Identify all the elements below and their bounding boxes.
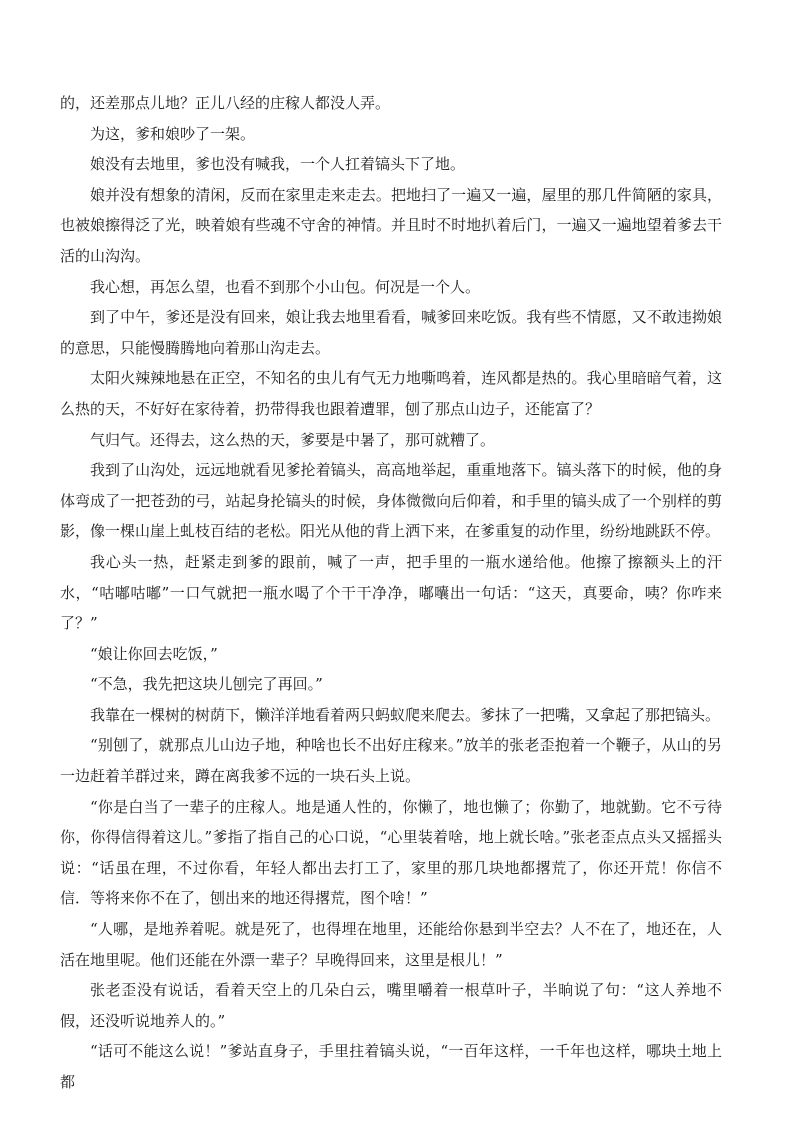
paragraph-6: 到了中午，爹还是没有回来，娘让我去地里看看，喊爹回来吃饭。我有些不情愿，又不敢违拗娘的意思，只能慢腾腾地向着那山沟走去。: [60, 308, 722, 357]
paragraph-2: 为这，爹和娘吵了一架。: [90, 124, 256, 143]
paragraph-8: 气归气。还得去，这么热的天，爹要是中暑了，那可就糟了。: [90, 430, 496, 449]
document-page: [60, 88, 722, 1098]
paragraph-5: 我心想，再怎么望，也看不到那个小山包。何况是一个人。: [90, 277, 481, 296]
paragraph-15: “你是白当了一辈子的庄稼人。地是通人性的，你懒了，地也懒了；你勤了，地就勤。它不亏待你，你得信得着这儿。”爹指了指自己的心口说，“心里装着啥，地上就长啥。”张老歪点点头又摇摇头说：“话虽在理，不过你看，年轻人都出去打工了，家里的那几块地都撂荒了，你还开荒！你信不信．等将来你不在了，刨出来的地还得撂荒，图个啥！”: [60, 797, 722, 908]
paragraph-10: 我心头一热，赶紧走到爹的跟前，喊了一声，把手里的一瓶水递给他。他擦了擦额头上的汗水，“咕嘟咕嘟”一口气就把一瓶水喝了个干干净净，嘟囔出一句话：“这天，真要命，咦？你咋来了？”: [60, 552, 722, 633]
paragraph-7: 太阳火辣辣地悬在正空，不知名的虫儿有气无力地嘶鸣着，连风都是热的。我心里暗暗气着，这么热的天，不好好在家待着，扔带得我也跟着遭罪，刨了那点山边子，还能富了？: [60, 369, 722, 418]
paragraph-16: “人哪，是地养着呢。就是死了，也得埋在地里，还能给你悬到半空去？人不在了，地还在，人活在地里呢。他们还能在外漂一辈子？早晚得回来，这里是根儿！”: [60, 920, 722, 969]
paragraph-13: 我靠在一棵树的树荫下，懒洋洋地看着两只蚂蚁爬来爬去。爹抹了一把嘴，又拿起了那把镐头。: [90, 705, 721, 724]
paragraph-17: 张老歪没有说话，看着天空上的几朵白云，嘴里嚼着一根草叶子，半晌说了句：“这人养地不假，还没听说地养人的。”: [60, 981, 722, 1030]
paragraph-14: “别刨了，就那点儿山边子地，种啥也长不出好庄稼来。”放羊的张老歪抱着一个鞭子，从山的另一边赶着羊群过来，蹲在离我爹不远的一块石头上说。: [60, 736, 722, 786]
paragraph-11: “娘让你回去吃饭，”: [90, 644, 218, 663]
paragraph-18: “话可不能这么说！”爹站直身子，手里拄着镐头说，“一百年这样，一千年也这样，哪块土地上都: [60, 1042, 722, 1091]
paragraph-12: “不急，我先把这块儿刨完了再回。”: [90, 675, 323, 694]
paragraph-3: 娘没有去地里，爹也没有喊我，一个人扛着镐头下了地。: [90, 155, 466, 174]
paragraph-4: 娘并没有想象的清闲，反而在家里走来走去。把地扫了一遍又一遍，屋里的那几件简陋的家具，也被娘擦得泛了光，映着娘有些魂不守舍的神情。并且时不时地扒着后门，一遍又一遍地望着爹去干活的山沟沟。: [60, 185, 722, 265]
paragraph-9: 我到了山沟处，远远地就看见爹抡着镐头，高高地举起，重重地落下。镐头落下的时候，他的身体弯成了一把苍劲的弓，站起身抡镐头的时候，身体微微向后仰着，和手里的镐头成了一个别样的剪影，像一棵山崖上虬枝百结的老松。阳光从他的背上洒下来，在爹重复的动作里，纷纷地跳跃不停。: [60, 461, 722, 541]
paragraph-1: 的，还差那点儿地？正儿八经的庄稼人都没人弄。: [60, 94, 391, 112]
